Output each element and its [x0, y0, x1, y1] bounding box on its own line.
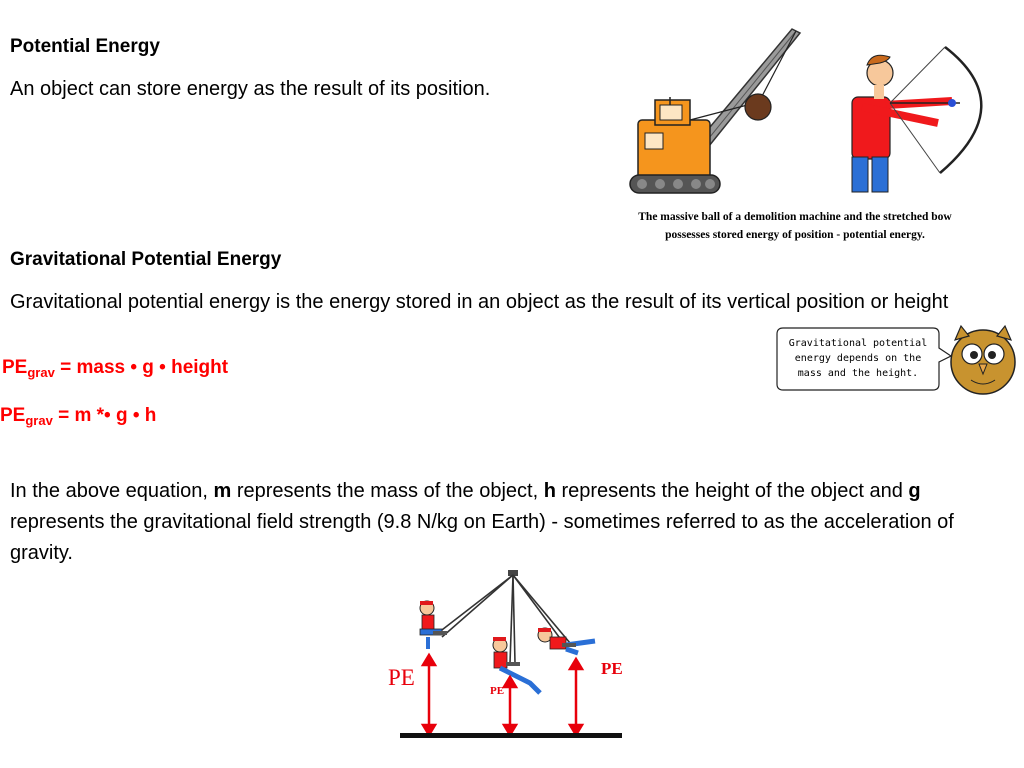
explanation-text-4: represents the gravitational field strength (9.8 N/kg on Earth) - sometimes referred to as the acceleration of gravity. — [10, 511, 954, 564]
equation-explanation — [10, 476, 1010, 569]
formula-1-subscript: grav — [27, 365, 55, 380]
formula-1-pe: PE — [2, 357, 28, 378]
formula-2-rest: = m *• g • h — [52, 405, 157, 426]
potential-energy-text: An object can store energy as the result of its position. — [10, 78, 491, 100]
swing-pe-label-middle: PE — [490, 685, 505, 697]
formula-2 — [0, 405, 156, 428]
owl-bubble-line-3: mass and the height. — [797, 368, 919, 379]
explanation-g: g — [908, 480, 921, 502]
swing-pe-label-right: PE — [601, 659, 623, 678]
gravitational-potential-energy-heading: Gravitational Potential Energy — [10, 249, 282, 270]
demolition-caption-line-2: possesses stored energy of position - potential energy. — [665, 229, 925, 241]
swing-figure — [380, 565, 640, 743]
owl-figure — [775, 322, 1020, 397]
demolition-and-bow-illustration — [600, 25, 1000, 205]
explanation-text-1: In the above equation, — [10, 480, 214, 502]
demolition-caption-line-1: The massive ball of a demolition machine and the stretched bow — [638, 211, 952, 223]
gravitational-potential-energy-text: Gravitational potential energy is the energy stored in an object as the result of its vertical position or height — [10, 291, 949, 313]
formula-1-rest: = mass • g • height — [54, 357, 229, 378]
explanation-m: m — [213, 480, 232, 502]
swing-pe-label-left: PE — [388, 665, 415, 690]
potential-energy-heading: Potential Energy — [10, 36, 160, 57]
explanation-text-3: represents the height of the object and — [555, 480, 909, 502]
explanation-text-2: represents the mass of the object, — [231, 480, 544, 502]
explanation-h: h — [543, 480, 556, 502]
formula-2-subscript: grav — [25, 413, 53, 428]
formula-1 — [2, 357, 228, 380]
owl-bubble-line-2: energy depends on the — [794, 353, 922, 364]
formula-2-pe: PE — [0, 405, 26, 426]
demolition-and-bow-figure — [600, 25, 1000, 250]
swing-illustration — [380, 565, 640, 743]
owl-bubble-line-1: Gravitational potential — [788, 338, 928, 349]
